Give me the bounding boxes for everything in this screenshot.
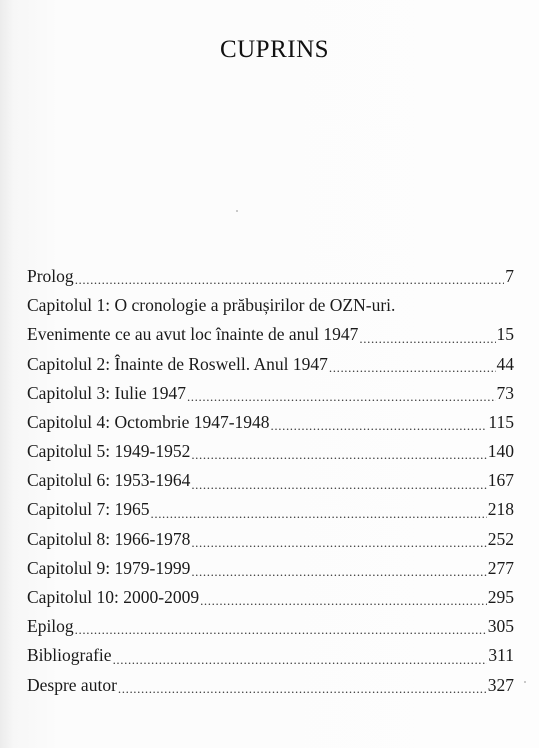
- toc-entry-label: Capitolul 3: Iulie 1947: [27, 382, 186, 403]
- toc-entry-label: Capitolul 2: Înainte de Roswell. Anul 1947: [27, 353, 328, 374]
- dot-leader: [200, 583, 487, 612]
- toc-entry-chapter-2: [27, 350, 514, 379]
- toc-entry-about-author: [27, 671, 514, 700]
- toc-entry-page: 327: [487, 674, 514, 695]
- dot-leader: [75, 612, 487, 641]
- toc-entry-chapter-3: [27, 379, 514, 408]
- toc-entry-chapter-1-title: [27, 291, 514, 320]
- toc-entry-label: Despre autor: [27, 674, 117, 695]
- toc-entry-page: 167: [487, 470, 514, 491]
- toc-entry-chapter-4: [27, 408, 514, 437]
- dot-leader: [187, 379, 496, 408]
- toc-entry-page: 7: [505, 265, 514, 286]
- toc-entry-label: Capitolul 10: 2000-2009: [27, 587, 200, 608]
- toc-entry-page: 252: [487, 528, 514, 549]
- toc-entry-label: Capitolul 5: 1949-1952: [27, 441, 191, 462]
- toc-entry-label: Bibliografie: [27, 645, 112, 666]
- toc-entry-page: 44: [496, 353, 514, 374]
- page-title: CUPRINS: [219, 36, 330, 63]
- toc-entry-page: 15: [496, 324, 514, 345]
- dot-leader: [191, 525, 486, 554]
- toc-entry-chapter-5: [27, 437, 514, 466]
- toc-entry-page: 277: [487, 557, 514, 578]
- toc-entry-label: Capitolul 6: 1953-1964: [27, 470, 191, 491]
- toc-entry-bibliography: [27, 641, 514, 670]
- toc-entry-page: 305: [487, 616, 514, 637]
- toc-entry-chapter-1-subtitle: [27, 320, 514, 349]
- toc-entry-page: 218: [487, 499, 514, 520]
- toc-entry-page: 73: [496, 382, 514, 403]
- toc-entry-label: Prolog: [27, 265, 74, 286]
- toc-entry-label: Epilog: [27, 616, 74, 637]
- toc-entry-chapter-8: [27, 525, 514, 554]
- dot-leader: [191, 466, 486, 495]
- toc-entry-chapter-9: [27, 554, 514, 583]
- toc-entry-chapter-10: [27, 583, 514, 612]
- dot-leader: [191, 554, 486, 583]
- toc-entry-label: Capitolul 8: 1966-1978: [27, 528, 191, 549]
- toc-entry-page: 115: [488, 411, 514, 432]
- toc-entry-label: Capitolul 4: Octombrie 1947-1948: [27, 411, 270, 432]
- toc-entry-label: Capitolul 9: 1979-1999: [27, 557, 191, 578]
- dot-leader: [359, 320, 495, 349]
- toc-entry-prolog: [27, 262, 514, 291]
- toc-entry-label: Capitolul 7: 1965: [27, 499, 150, 520]
- toc-entry-chapter-7: [27, 496, 514, 525]
- toc-entry-page: 295: [487, 587, 514, 608]
- toc-entry-page: 311: [488, 645, 514, 666]
- table-of-contents: [27, 262, 514, 700]
- dot-leader: [75, 262, 505, 291]
- toc-entry-epilog: [27, 612, 514, 641]
- toc-entry-chapter-6: [27, 466, 514, 495]
- paper-speck: [236, 210, 238, 212]
- toc-entry-label: Evenimente ce au avut loc înainte de anul 1947: [27, 324, 359, 345]
- dot-leader: [118, 671, 487, 700]
- toc-entry-label: Capitolul 1: O cronologie a prăbușirilor de OZN-uri.: [27, 295, 396, 316]
- dot-leader: [271, 408, 488, 437]
- dot-leader: [113, 641, 488, 670]
- paper-speck: [524, 681, 526, 683]
- dot-leader: [191, 437, 486, 466]
- toc-entry-page: 140: [487, 441, 514, 462]
- dot-leader: [151, 496, 487, 525]
- dot-leader: [329, 350, 496, 379]
